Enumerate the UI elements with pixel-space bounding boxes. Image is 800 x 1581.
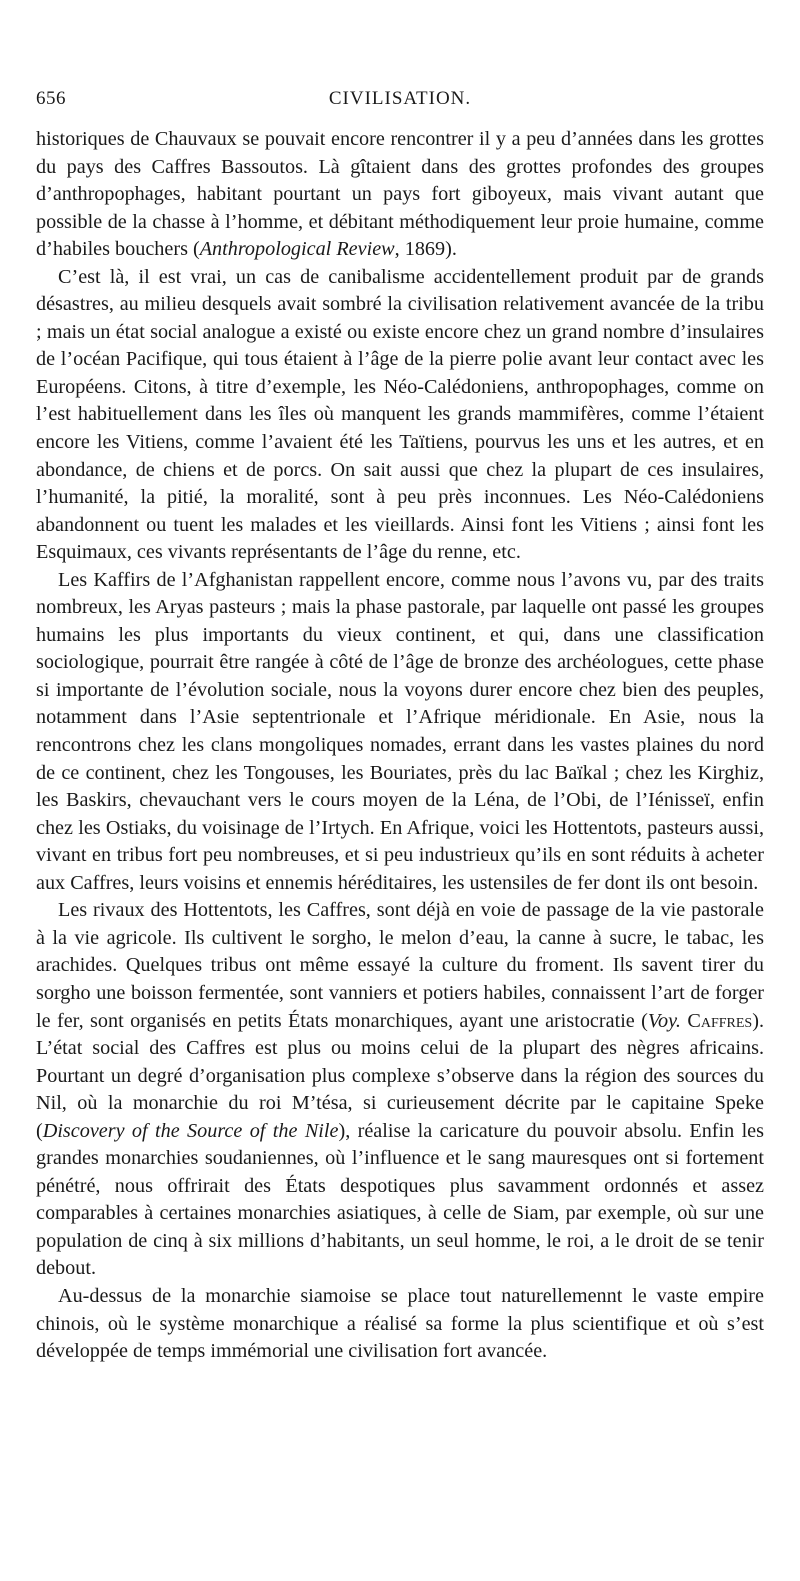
text-run: Au-dessus de la monarchie siamoise se place tout naturellemennt le vaste empire chinois, où le système monarchique a réalisé sa forme la plus scientifique et où s’est développée de temps immémorial une civilisation fort avancée. <box>36 1284 764 1363</box>
paragraph <box>36 126 764 264</box>
cross-reference: Caffres <box>687 1009 753 1032</box>
italic-title: Discovery of the Source of the Nile <box>42 1119 339 1142</box>
body-text <box>36 126 764 1366</box>
paragraph <box>36 264 764 567</box>
text-run: C’est là, il est vrai, un cas de canibalisme accidentellement produit par de grands désastres, au milieu desquels avait sombré la civilisation relativement avancée de la tribu ; mais un état social analogue a existé ou existe encore chez un grand nombre d’insulaires de l’océan Pacifique, qui tous étaient à l’âge de la pierre polie avant leur contact avec les Européens. Citons, à titre d’exemple, les Néo-Calédoniens, anthropophages, comme on l’est habituellement dans les îles où manquent les grands mammifères, comme l’étaient encore les Vitiens, comme l’avaient été les Taïtiens, pourvus les uns et les autres, et en abondance, de chiens et de porcs. On sait aussi que chez la plupart de ces insulaires, l’humanité, la pitié, la moralité, sont à peu près inconnues. Les Néo-Calédoniens abandonnent ou tuent les malades et les vieillards. Ainsi font les Vitiens ; ainsi font les Esquimaux, ces vivants représentants de l’âge du renne, etc. <box>36 265 764 564</box>
italic-title: Voy. <box>647 1009 681 1032</box>
text-run: ). L’état social des Caffres est plus ou moins celui de la plupart des nègres africains. Pourtant un degré d’organisation plus complexe s’observe dans la région des sources du Nil, où la monarchie du roi M’tésa, si curieusement décrite par le capitaine Speke ( <box>36 1009 764 1142</box>
paragraph <box>36 567 764 898</box>
text-run: Les rivaux des Hottentots, les Caffres, sont déjà en voie de passage de la vie pastorale à la vie agricole. Ils cultivent le sorgho, le melon d’eau, la canne à sucre, le tabac, les arachides. Quelques tribus ont même essayé la culture du froment. Ils savent tirer du sorgho une boisson fermentée, sont vanniers et potiers habiles, connaissent l’art de forger le fer, sont organisés en petits États monarchiques, ayant une aristocratie ( <box>36 899 764 1032</box>
text-run: historiques de Chauvaux se pouvait encore rencontrer il y a peu d’années dans les grottes du pays des Caffres Bassoutos. Là gîtaient dans des grottes profondes des groupes d’anthropophages, habitant pourtant un pays fort giboyeux, mais vivant autant que possible de la chasse à l’homme, et débitant méthodiquement leur proie humaine, comme d’habiles bouchers ( <box>36 128 764 261</box>
running-header <box>36 88 764 126</box>
running-title: CIVILISATION. <box>328 88 472 109</box>
text-run: , 1869). <box>394 238 457 261</box>
page <box>36 88 764 1366</box>
italic-title: Anthropological Review <box>199 238 395 261</box>
paragraph <box>36 897 764 1283</box>
paragraph <box>36 1283 764 1366</box>
text-run: Les Kaffirs de l’Afghanistan rappellent encore, comme nous l’avons vu, par des traits nombreux, les Aryas pasteurs ; mais la phase pastorale, par laquelle ont passé les groupes humains les plus importants du vieux continent, et qui, dans une classification sociologique, pourrait être rangée à côté de l’âge de bronze des archéologues, cette phase si importante de l’évolution sociale, nous la voyons durer encore chez bien des peuples, notamment dans l’Asie septentrionale et l’Afrique méridionale. En Asie, nous la rencontrons chez les clans mongoliques nomades, errant dans les vastes plaines du nord de ce continent, chez les Tongouses, les Bouriates, près du lac Baïkal ; chez les Kirghiz, les Baskirs, chevauchant vers le cours moyen de la Léna, de l’Obi, de l’Iénisseï, enfin chez les Ostiaks, du voisinage de l’Irtych. En Afrique, voici les Hottentots, pasteurs aussi, vivant en tribus fort peu nombreuses, et si peu industrieux qu’ils en sont réduits à acheter aux Caffres, leurs voisins et ennemis héréditaires, les ustensiles de fer dont ils ont besoin. <box>36 568 764 894</box>
page-number: 656 <box>36 88 66 109</box>
text-run: ), réalise la caricature du pouvoir absolu. Enfin les grandes monarchies soudaniennes, où l’influence et le sang mauresques ont si fortement pénétré, nous offrirait des États despotiques plus savamment ordonnés et assez comparables à certaines monarchies asiatiques, à celle de Siam, par exemple, où sur une population de cinq à six millions d’habitants, un seul homme, le roi, a le droit de se tenir debout. <box>36 1119 765 1280</box>
